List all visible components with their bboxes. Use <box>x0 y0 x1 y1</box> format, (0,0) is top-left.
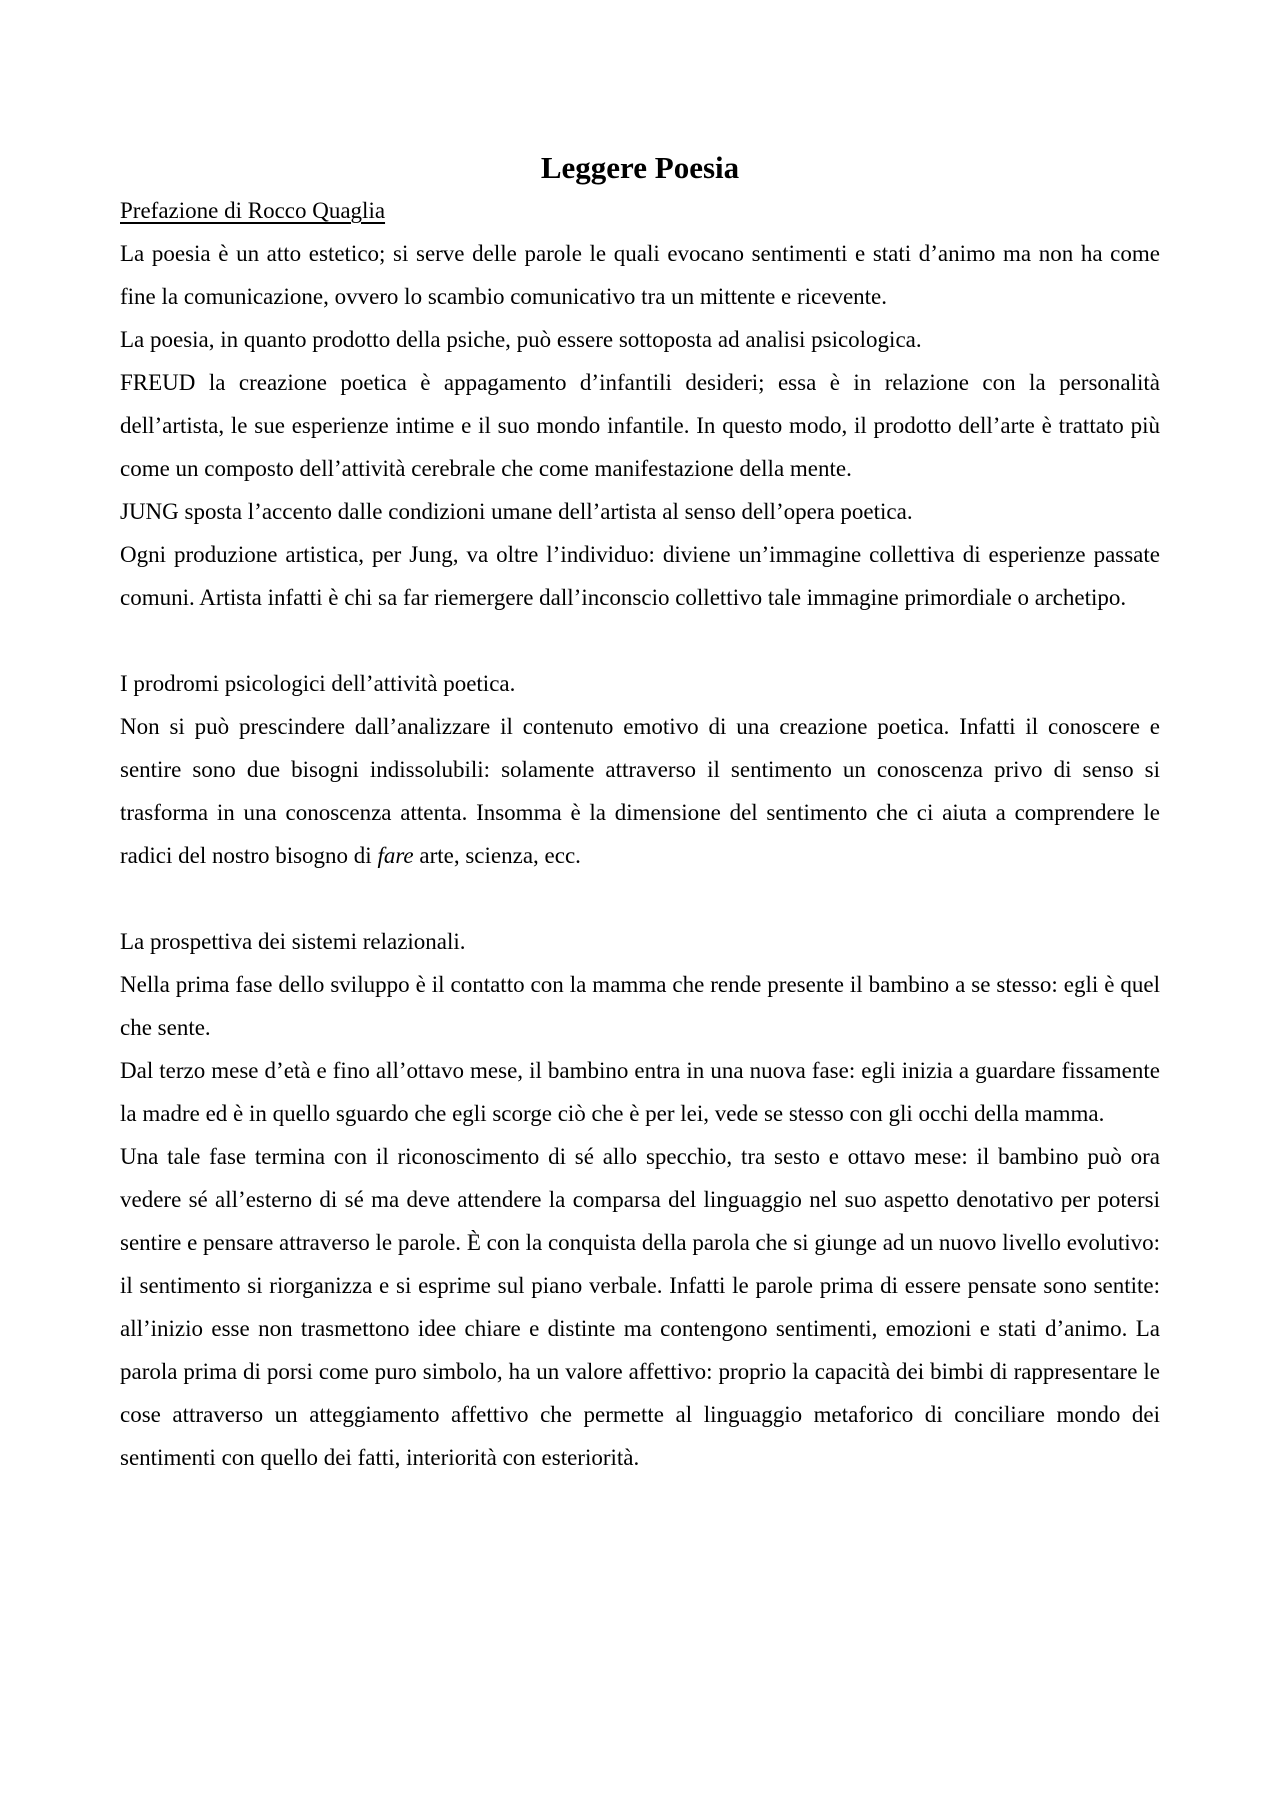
paragraph-6-italic: fare <box>377 843 414 868</box>
paragraph-6-text-a: Non si può prescindere dall’analizzare il contenuto emotivo di una creazione poetica. Infatti il conoscere e sentire sono due bisogni indissolubili: solamente attraverso il sentimento un conoscenza privo di senso si trasforma in una conoscenza attenta. Insomma è la dimensione del sentimento che ci aiuta a comprendere le radici del nostro bisogno di <box>120 714 1160 868</box>
paragraph-9: Una tale fase termina con il riconoscimento di sé allo specchio, tra sesto e ottavo mese: il bambino può ora vedere sé all’esterno di sé ma deve attendere la comparsa del linguaggio nel suo aspetto denotativo per potersi sentire e pensare attraverso le parole. È con la conquista della parola che si giunge ad un nuovo livello evolutivo: il sentimento si riorganizza e si esprime sul piano verbale. Infatti le parole prima di essere pensate sono sentite: all’inizio esse non trasmettono idee chiare e distinte ma contengono sentimenti, emozioni e stati d’animo. La parola prima di porsi come puro simbolo, ha un valore affettivo: proprio la capacità dei bimbi di rappresentare le cose attraverso un atteggiamento affettivo che permette al linguaggio metaforico di conciliare mondo dei sentimenti con quello dei fatti, interiorità con esteriorità. <box>120 1144 1160 1470</box>
document-subtitle: Prefazione di Rocco Quaglia <box>120 198 386 223</box>
blank-line <box>120 877 1160 920</box>
paragraph-2: La poesia, in quanto prodotto della psiche, può essere sottoposta ad analisi psicologica. <box>120 327 922 352</box>
paragraph-7: Nella prima fase dello sviluppo è il contatto con la mamma che rende presente il bambino a se stesso: egli è quel che sente. <box>120 972 1160 1040</box>
paragraph-6 <box>120 705 1160 877</box>
paragraph-1: La poesia è un atto estetico; si serve delle parole le quali evocano sentimenti e stati d’animo ma non ha come fine la comunicazione, ovvero lo scambio comunicativo tra un mittente e ricevente. <box>120 241 1160 309</box>
subtitle-line <box>120 189 1160 232</box>
paragraph-jung: JUNG sposta l’accento dalle condizioni umane dell’artista al senso dell’opera poetica. <box>120 499 913 524</box>
section-heading-prospettiva: La prospettiva dei sistemi relazionali. <box>120 929 466 954</box>
paragraph-5: Ogni produzione artistica, per Jung, va oltre l’individuo: diviene un’immagine collettiva di esperienze passate comuni. Artista infatti è chi sa far riemergere dall’inconscio collettivo tale immagine primordiale o archetipo. <box>120 542 1160 610</box>
paragraph-freud: FREUD la creazione poetica è appagamento d’infantili desideri; essa è in relazione con la personalità dell’artista, le sue esperienze intime e il suo mondo infantile. In questo modo, il prodotto dell’arte è trattato più come un composto dell’attività cerebrale che come manifestazione della mente. <box>120 370 1160 481</box>
blank-line <box>120 619 1160 662</box>
paragraph-6-text-b: arte, scienza, ecc. <box>413 843 581 868</box>
document-title: Leggere Poesia <box>540 150 740 185</box>
document-body <box>120 146 1160 1479</box>
section-heading-prodromi: I prodromi psicologici dell’attività poetica. <box>120 671 516 696</box>
paragraph-8: Dal terzo mese d’età e fino all’ottavo mese, il bambino entra in una nuova fase: egli inizia a guardare fissamente la madre ed è in quello sguardo che egli scorge ciò che è per lei, vede se stesso con gli occhi della mamma. <box>120 1058 1160 1126</box>
